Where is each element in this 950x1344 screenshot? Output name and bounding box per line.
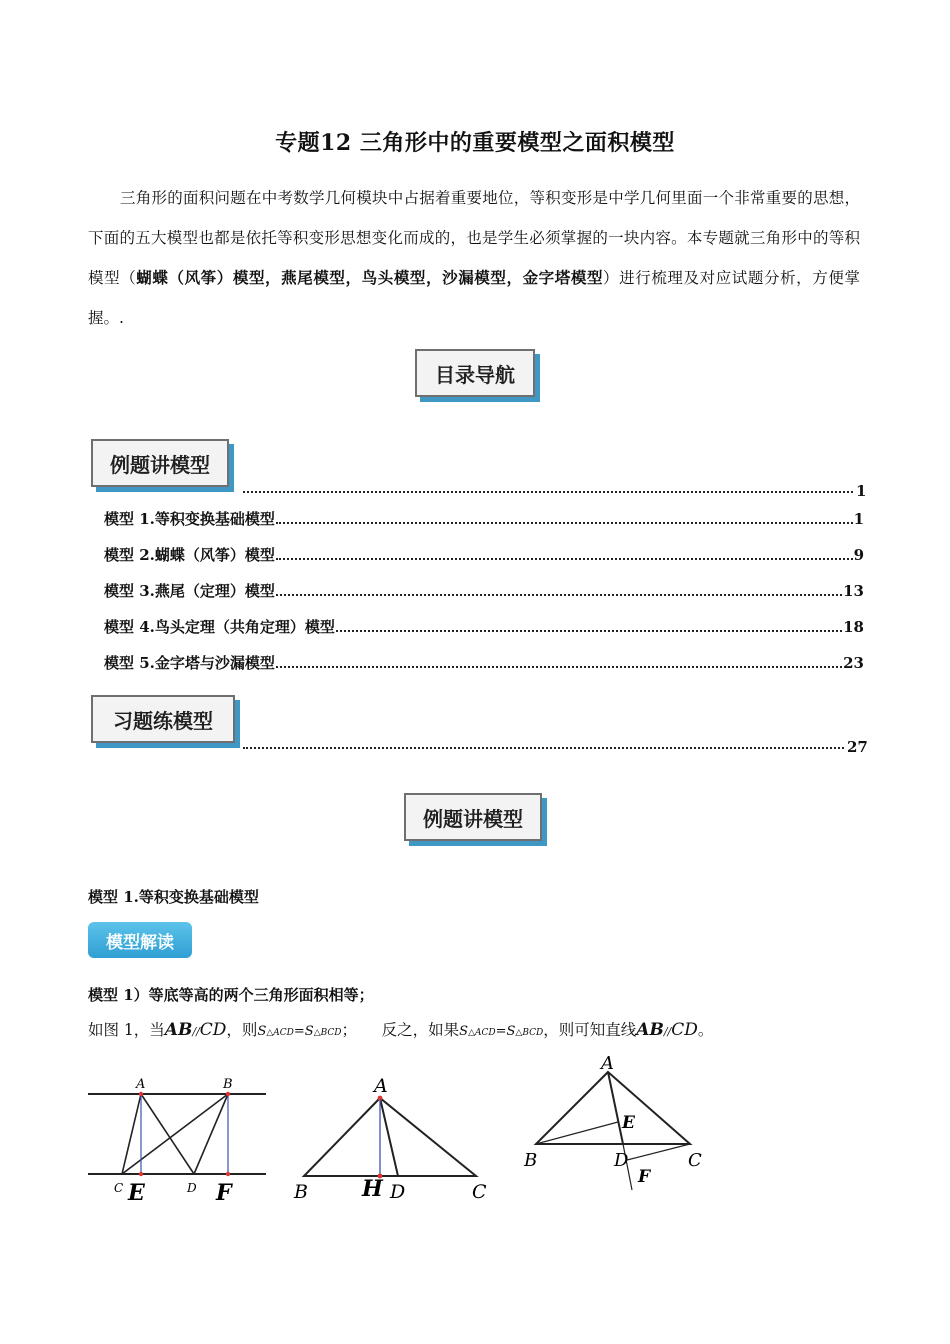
point-f bbox=[226, 1172, 230, 1176]
statement-text: 。 bbox=[697, 1021, 714, 1039]
intro-text-2: ）进行梳理及对应试题分析，方便掌握。. bbox=[88, 269, 860, 327]
toc-item-model4[interactable] bbox=[104, 616, 864, 637]
statement-text: 如图 1，当 bbox=[88, 1021, 165, 1039]
toc-section-exercises[interactable]: 习题练模型 bbox=[91, 695, 235, 743]
label-a: A bbox=[136, 1077, 146, 1092]
section-examples-heading: 例题讲模型 bbox=[404, 793, 542, 841]
math-cd: CD bbox=[199, 1020, 227, 1040]
toc-item-label: 模型 4.鸟头定理（共角定理）模型 bbox=[104, 618, 335, 636]
label-f: F bbox=[216, 1180, 232, 1206]
toc-exercises-page: 27 bbox=[847, 738, 868, 756]
math-parallel: // bbox=[663, 1025, 672, 1038]
point-e bbox=[139, 1172, 143, 1176]
math-s: S bbox=[257, 1024, 267, 1039]
math-sub-bcd: △BCD bbox=[313, 1028, 342, 1038]
math-ab: AB bbox=[636, 1020, 664, 1040]
statement-text: ，则可知直线 bbox=[543, 1021, 637, 1039]
toc-item-label: 模型 1.等积变换基础模型 bbox=[104, 510, 275, 528]
label-a: A bbox=[374, 1075, 388, 1097]
triangle-abc bbox=[536, 1072, 690, 1144]
toc-examples-leader bbox=[243, 490, 853, 493]
math-eq: = bbox=[293, 1024, 305, 1039]
math-parallel: // bbox=[192, 1025, 200, 1038]
point-b bbox=[226, 1092, 230, 1096]
toc-leader bbox=[336, 629, 842, 632]
toc-section-examples[interactable]: 例题讲模型 bbox=[91, 439, 229, 487]
toc-item-page: 18 bbox=[843, 618, 864, 636]
toc-item-page: 9 bbox=[853, 546, 864, 564]
label-e: E bbox=[622, 1113, 635, 1133]
label-c: C bbox=[688, 1150, 702, 1171]
model1-statement bbox=[88, 1018, 713, 1040]
toc-item-model2[interactable] bbox=[104, 544, 864, 565]
label-f: F bbox=[638, 1167, 651, 1187]
toc-examples-page: 1 bbox=[856, 482, 867, 500]
label-h: H bbox=[362, 1176, 383, 1202]
label-d: D bbox=[390, 1181, 406, 1203]
statement-text: 反之，如果 bbox=[381, 1021, 460, 1039]
intro-text-1: 三角形的面积问题在中考数学几何模块中占据着重要地位，等积变形是中学几何里面一个非常重要的思想，下面的五大模型也都是依托等积变形思想变化而成的，也是学生必须掌握的一块内容。本专题就三角形中的等积模型（ bbox=[88, 189, 860, 287]
math-sub-acd: △ACD bbox=[266, 1028, 294, 1038]
label-b: B bbox=[223, 1077, 233, 1092]
math-sub-bcd: △BCD bbox=[515, 1028, 544, 1038]
toc-item-page: 23 bbox=[843, 654, 864, 672]
figure-parallel-lines bbox=[84, 1070, 270, 1210]
point-a bbox=[139, 1092, 143, 1096]
toc-leader bbox=[276, 521, 853, 524]
label-e: E bbox=[128, 1180, 145, 1206]
toc-item-model3[interactable] bbox=[104, 580, 864, 601]
toc-leader bbox=[276, 593, 842, 596]
toc-exercises-leader bbox=[243, 746, 844, 749]
math-s: S bbox=[506, 1024, 516, 1039]
model1-heading: 模型 1.等积变换基础模型 bbox=[88, 888, 259, 906]
label-b: B bbox=[294, 1181, 308, 1203]
toc-leader bbox=[276, 665, 842, 668]
figure-triangle-height bbox=[290, 1070, 496, 1210]
toc-item-page: 1 bbox=[853, 510, 864, 528]
model-reading-badge: 模型解读 bbox=[88, 922, 192, 958]
toc-leader bbox=[276, 557, 853, 560]
math-ab: AB bbox=[164, 1020, 193, 1040]
label-c: C bbox=[114, 1181, 124, 1195]
label-b: B bbox=[524, 1150, 538, 1171]
math-sub-acd: △ACD bbox=[468, 1028, 496, 1038]
toc-item-page: 13 bbox=[843, 582, 864, 600]
toc-item-label: 模型 3.燕尾（定理）模型 bbox=[104, 582, 275, 600]
label-d: D bbox=[614, 1150, 629, 1171]
toc-item-label: 模型 5.金字塔与沙漏模型 bbox=[104, 654, 275, 672]
statement-text: ，则 bbox=[226, 1021, 258, 1039]
math-s: S bbox=[459, 1024, 469, 1039]
math-cd: CD bbox=[671, 1020, 698, 1040]
toc-item-model5[interactable] bbox=[104, 652, 864, 673]
label-a: A bbox=[601, 1053, 614, 1074]
math-eq: = bbox=[495, 1024, 507, 1039]
figure-triangle-cevian bbox=[520, 1050, 710, 1200]
toc-nav-heading: 目录导航 bbox=[415, 349, 535, 397]
intro-bold-models: 蝴蝶（风筝）模型，燕尾模型，鸟头模型，沙漏模型，金字塔模型 bbox=[136, 268, 604, 287]
label-d: D bbox=[187, 1181, 197, 1195]
statement-text: ； bbox=[341, 1021, 358, 1039]
perp-cf bbox=[627, 1144, 690, 1160]
math-s: S bbox=[304, 1024, 314, 1039]
toc-item-label: 模型 2.蝴蝶（风筝）模型 bbox=[104, 546, 275, 564]
label-c: C bbox=[472, 1181, 487, 1203]
page-title: 专题12 三角形中的重要模型之面积模型 bbox=[275, 130, 675, 156]
segment-ad bbox=[141, 1094, 194, 1174]
intro-paragraph bbox=[88, 178, 860, 338]
toc-item-model1[interactable] bbox=[104, 508, 864, 529]
model1-subheading: 模型 1）等底等高的两个三角形面积相等； bbox=[88, 986, 374, 1004]
